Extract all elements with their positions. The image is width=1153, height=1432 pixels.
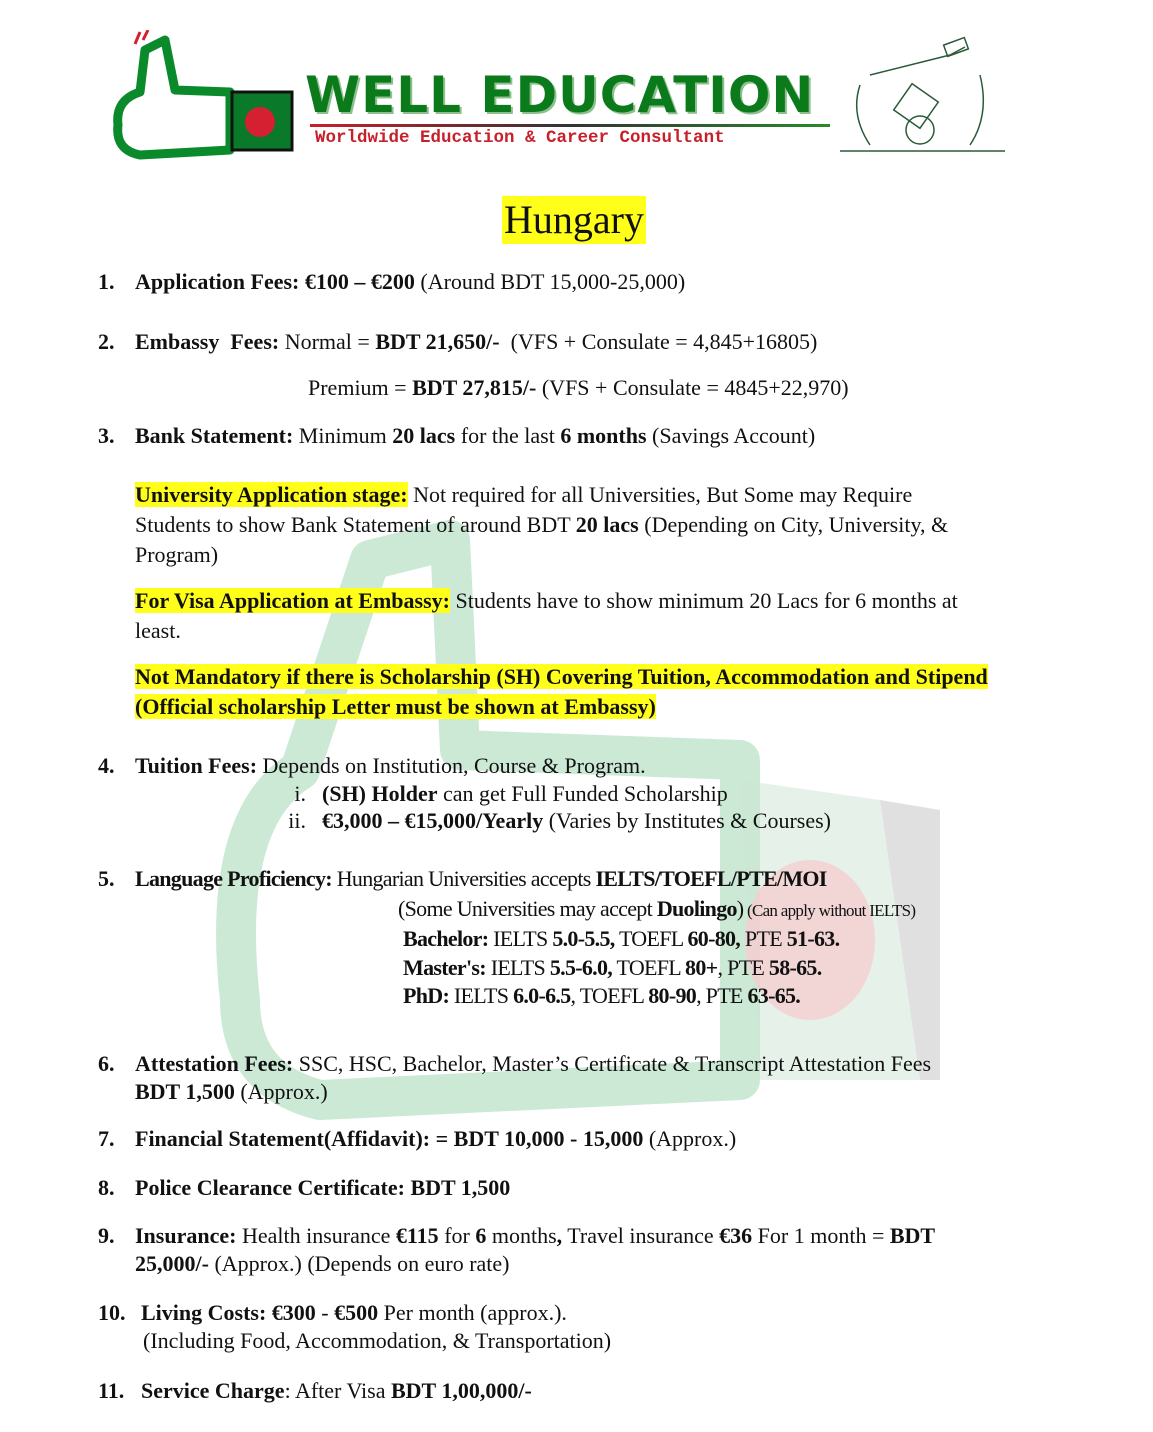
text-segment: : After Visa	[284, 1378, 391, 1403]
language-bachelor-line	[403, 925, 839, 953]
thumbs-up-logo-icon	[110, 30, 300, 160]
text-segment: , PTE	[696, 983, 748, 1008]
text-segment: €115	[395, 1223, 439, 1248]
text-segment: 6.0-6.5	[513, 983, 571, 1008]
embassy-fees-normal-line	[135, 328, 817, 356]
brand-name: WELL EDUCATION	[305, 66, 815, 124]
text-segment: Program)	[135, 542, 219, 567]
text-segment: BDT 21,650/-	[375, 329, 500, 354]
text-segment: Duolingo	[656, 896, 737, 921]
text-segment: Not Mandatory if there is Scholarship (SH) Covering Tuition, Accommodation and Stipend	[135, 664, 988, 689]
text-segment: 5.5-6.0,	[549, 955, 613, 980]
text-segment: 20 lacs	[575, 512, 639, 537]
text-segment: 25,000/-	[135, 1251, 209, 1276]
text-segment: can get Full Funded Scholarship	[437, 781, 728, 806]
text-segment: for	[438, 1223, 476, 1248]
text-segment: Travel insurance	[562, 1223, 720, 1248]
tuition-subitem	[270, 807, 831, 835]
bank-visa-line	[135, 617, 181, 645]
text-segment: ,	[556, 1223, 563, 1248]
text-segment: Hungarian Universities accepts	[331, 866, 596, 891]
text-segment: Minimum	[293, 423, 393, 448]
bank-scholarship-note	[135, 693, 656, 721]
police-clearance-line	[135, 1174, 510, 1202]
item-number: 9.	[98, 1223, 115, 1248]
text-segment: PTE	[740, 926, 787, 951]
text-segment: Financial Statement(Affidavit): = BDT 10,000 - 15,000	[135, 1126, 644, 1151]
text-segment: 6 months	[560, 423, 647, 448]
text-segment: (Around BDT 15,000-25,000)	[414, 269, 686, 294]
attestation-line	[135, 1078, 328, 1106]
text-segment: Police Clearance Certificate: BDT 1,500	[135, 1175, 511, 1200]
item-number: 1.	[98, 269, 115, 294]
financial-statement-line	[135, 1125, 736, 1153]
text-segment: Insurance:	[135, 1223, 237, 1248]
text-segment: Bank Statement:	[135, 423, 294, 448]
language-masters-line	[403, 954, 822, 982]
text-segment: Embassy Fees:	[135, 329, 280, 354]
bank-visa-line	[135, 587, 958, 615]
text-segment: IELTS	[449, 983, 514, 1008]
text-segment: BDT 27,815/-	[412, 375, 537, 400]
text-segment: PhD:	[403, 983, 450, 1008]
text-segment: (Approx.)	[234, 1079, 328, 1104]
text-segment: BDT	[889, 1223, 936, 1248]
living-costs-line	[143, 1327, 611, 1355]
text-segment: TOEFL	[612, 955, 686, 980]
text-segment: (Depending on City, University, &	[638, 512, 949, 537]
brand-divider	[310, 124, 830, 127]
text-segment: Language Proficiency:	[135, 866, 332, 891]
text-segment: Tuition Fees:	[135, 753, 258, 778]
text-segment: €500	[334, 1300, 379, 1325]
text-segment: 63-65.	[747, 983, 801, 1008]
text-segment: i.	[294, 781, 306, 806]
text-segment: (VFS + Consulate = 4,845+16805)	[499, 329, 818, 354]
text-segment: )	[736, 896, 744, 921]
text-segment: Depends on Institution, Course & Program.	[257, 753, 646, 778]
text-segment: -	[315, 1300, 335, 1325]
bank-university-line	[135, 481, 912, 509]
language-duolingo-line	[398, 895, 915, 925]
embassy-fees-premium-line	[308, 374, 849, 402]
text-segment: SSC, HSC, Bachelor, Master’s Certificate & Transcript Attestation Fees	[293, 1051, 932, 1076]
text-segment: Service Charge	[141, 1378, 285, 1403]
text-segment: Normal =	[279, 329, 376, 354]
text-segment: €3,000 – €15,000/Yearly	[322, 808, 544, 833]
text-segment: Application Fees: €100 – €200	[135, 269, 415, 294]
item-number: 10.	[98, 1300, 126, 1325]
text-segment: ii.	[288, 808, 306, 833]
item-number: 11.	[98, 1378, 125, 1403]
text-segment: Students to show Bank Statement of around BDT	[135, 512, 576, 537]
bank-statement-line	[135, 422, 815, 450]
text-segment: For Visa Application at Embassy:	[135, 588, 450, 613]
text-segment: least.	[135, 618, 181, 643]
language-line	[135, 865, 827, 893]
tuition-fees-line	[135, 752, 646, 780]
tuition-subitem	[270, 780, 728, 808]
text-segment: 5.0-5.5,	[552, 926, 615, 951]
bank-university-line	[135, 511, 948, 539]
text-segment: (Varies by Institutes & Courses)	[543, 808, 831, 833]
brand-tagline: Worldwide Education & Career Consultant	[315, 128, 725, 148]
text-segment: Per month (approx.).	[378, 1300, 567, 1325]
text-segment: , TOEFL	[570, 983, 649, 1008]
item-number: 3.	[98, 423, 115, 448]
text-segment: (Approx.)	[643, 1126, 737, 1151]
text-segment: IELTS	[485, 955, 550, 980]
item-number: 5.	[98, 866, 115, 891]
text-segment: (Some Universities may accept	[398, 896, 657, 921]
text-segment: University Application stage:	[135, 482, 408, 507]
insurance-line	[135, 1222, 935, 1250]
text-segment: IELTS/TOEFL/PTE/MOI	[595, 866, 827, 891]
text-segment: 60-80,	[687, 926, 741, 951]
text-segment: Premium =	[308, 375, 413, 400]
text-segment: Attestation Fees:	[135, 1051, 294, 1076]
item-number: 2.	[98, 329, 115, 354]
text-segment: For 1 month =	[752, 1223, 890, 1248]
text-segment: (VFS + Consulate = 4845+22,970)	[536, 375, 849, 400]
text-segment: Master's:	[403, 955, 486, 980]
text-segment: months	[486, 1223, 557, 1248]
text-segment: Bachelor:	[403, 926, 489, 951]
bank-university-line	[135, 541, 218, 569]
page-title: Hungary	[504, 197, 644, 242]
text-segment: BDT 1,00,000/-	[391, 1378, 532, 1403]
text-segment: Health insurance	[236, 1223, 396, 1248]
text-segment: (Official scholarship Letter must be shown at Embassy)	[135, 694, 656, 719]
text-segment: (Savings Account)	[646, 423, 816, 448]
text-segment: (Including Food, Accommodation, & Transportation)	[143, 1328, 612, 1353]
text-segment: 20 lacs	[392, 423, 456, 448]
text-segment: 80-90	[648, 983, 697, 1008]
text-segment: Living Costs: €300	[141, 1300, 316, 1325]
text-segment: IELTS	[488, 926, 553, 951]
item-number: 6.	[98, 1051, 115, 1076]
text-segment: 58-65.	[768, 955, 822, 980]
text-segment: for the last	[455, 423, 561, 448]
text-segment: (SH) Holder	[322, 781, 438, 806]
text-segment: Students have to show minimum 20 Lacs for 6 months at	[449, 588, 958, 613]
service-charge-line	[141, 1377, 532, 1405]
text-segment: 6	[475, 1223, 487, 1248]
item-number: 8.	[98, 1175, 115, 1200]
attestation-line	[135, 1050, 931, 1078]
item-number: 7.	[98, 1126, 115, 1151]
text-segment: 51-63.	[786, 926, 840, 951]
insurance-line	[135, 1250, 510, 1278]
text-segment: 80+	[685, 955, 718, 980]
item-number: 4.	[98, 753, 115, 778]
graduate-illustration-icon	[840, 35, 1005, 153]
bank-scholarship-note	[135, 663, 988, 691]
text-segment: Not required for all Universities, But Some may Require	[407, 482, 913, 507]
language-phd-line	[403, 982, 800, 1010]
text-segment: BDT 1,500	[135, 1079, 235, 1104]
text-segment: , PTE	[717, 955, 769, 980]
text-segment: TOEFL	[614, 926, 688, 951]
application-fees-line	[135, 268, 685, 296]
text-segment: €36	[719, 1223, 753, 1248]
text-segment: (Can apply without IELTS)	[743, 901, 916, 920]
living-costs-line	[141, 1299, 567, 1327]
text-segment: (Approx.) (Depends on euro rate)	[208, 1251, 510, 1276]
